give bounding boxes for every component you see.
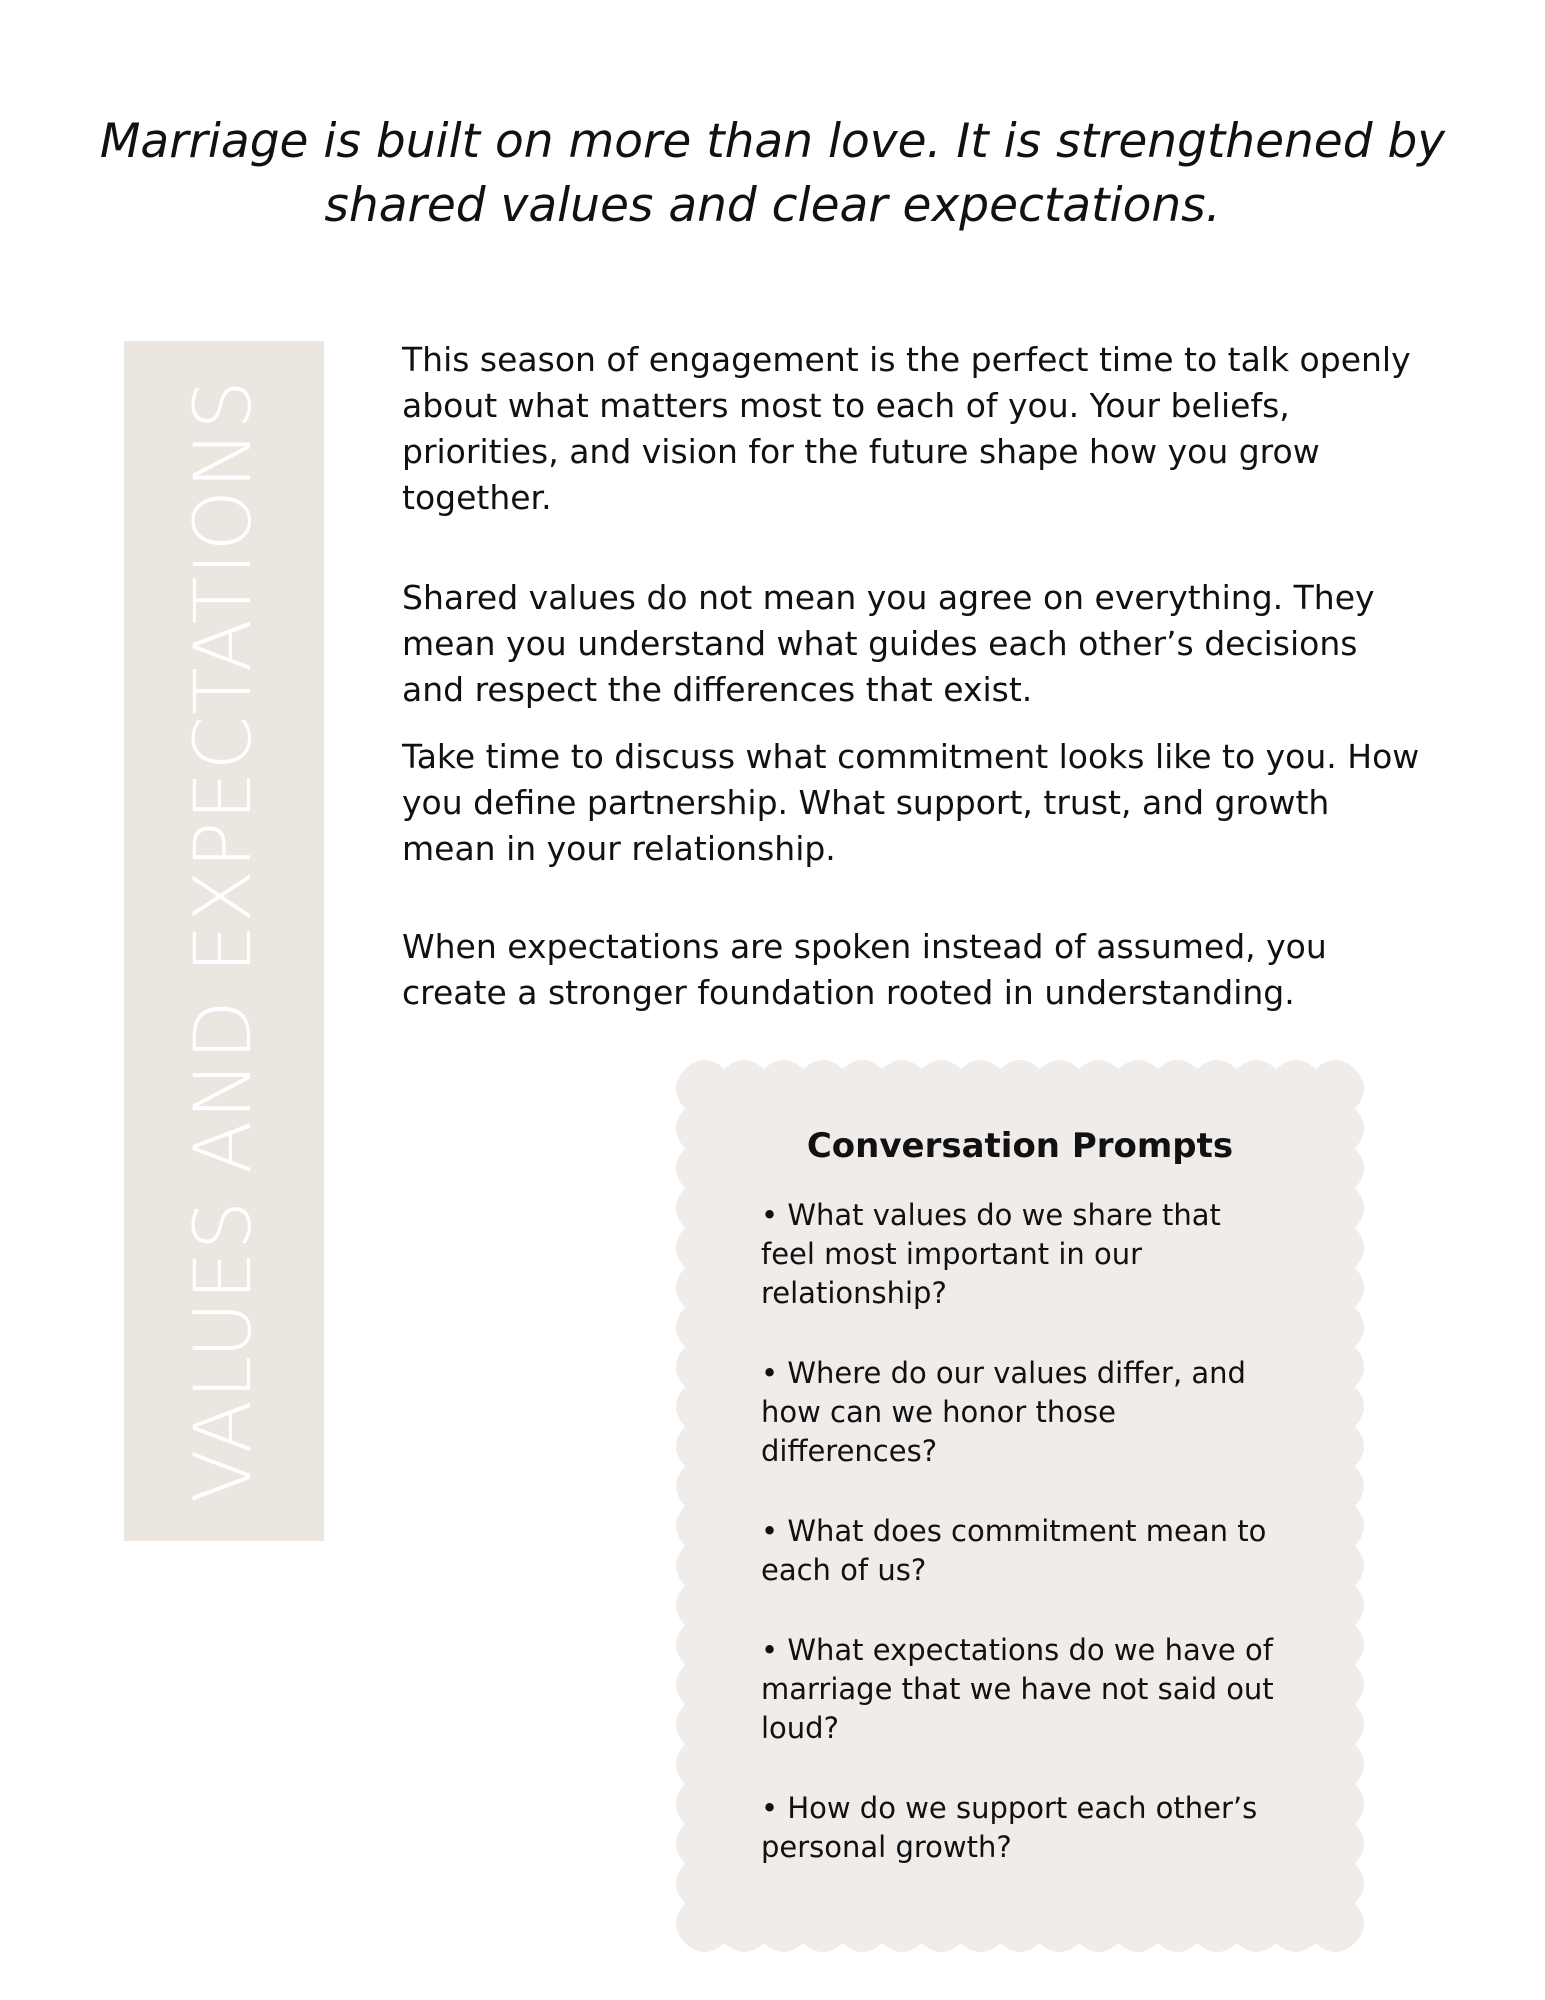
body-paragraph-4: When expectations are spoken instead of assumed, you create a stronger foundation rooted in understanding. [402, 927, 1327, 1012]
body-paragraph-1: This season of engagement is the perfect time to talk openly about what matters most to each of you. Your beliefs, priorities, and vision for the future shape how you grow together. [402, 340, 1411, 517]
body-paragraph-2: Shared values do not mean you agree on everything. They mean you understand what guides each other’s decisions and respect the differences that exist. [402, 578, 1375, 709]
prompt-item: • How do we support each other’s personal growth? [761, 1791, 1258, 1864]
prompt-item: • What expectations do we have of marriage that we have not said out loud? [761, 1633, 1274, 1745]
side-banner [124, 341, 324, 1541]
side-banner-title: VALUES AND EXPECTATIONS [179, 379, 269, 1503]
conversation-prompts-card [676, 1060, 1364, 1952]
prompt-item: • What does commitment mean to each of us? [761, 1514, 1267, 1587]
prompt-item: • Where do our values differ, and how can we honor those differences? [761, 1356, 1246, 1468]
prompt-item: • What values do we share that feel most important in our relationship? [761, 1198, 1221, 1310]
prompts-title: Conversation Prompts [806, 1126, 1234, 1166]
intro-quote: Marriage is built on more than love. It is strengthened by shared values and clear expectations. [99, 114, 1446, 233]
body-paragraph-3: Take time to discuss what commitment looks like to you. How you define partnership. What support, trust, and growth mean in your relationship. [402, 737, 1420, 868]
